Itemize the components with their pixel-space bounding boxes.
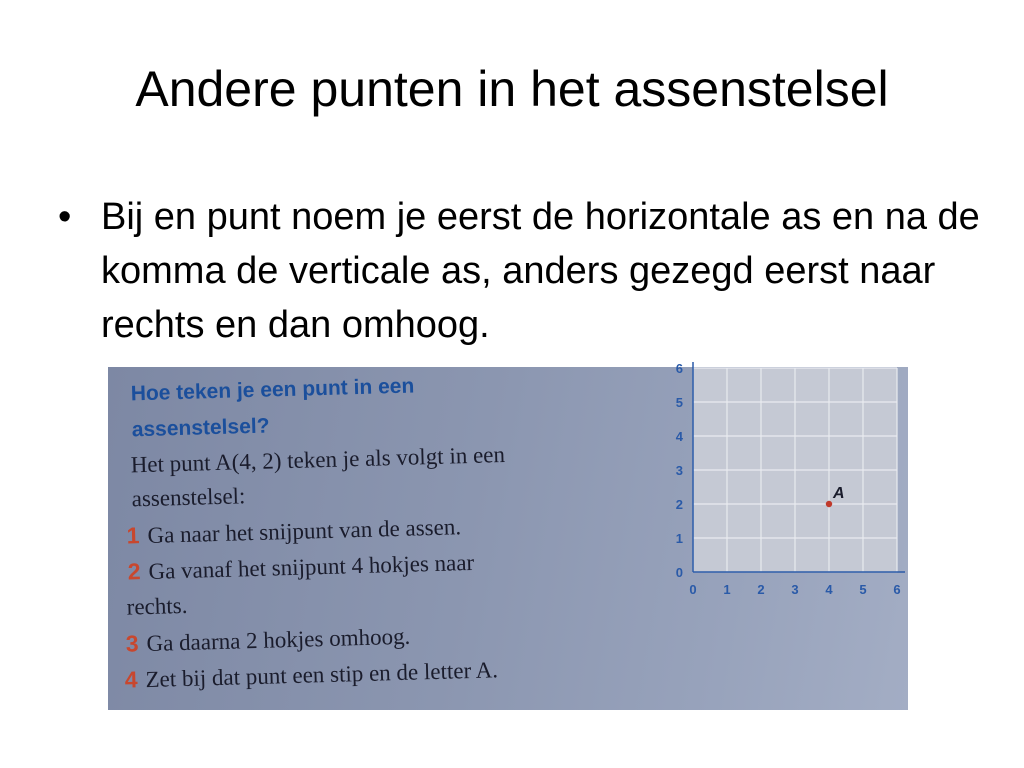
x-tick-label: 6 xyxy=(893,582,901,597)
y-tick-label: 1 xyxy=(675,531,683,546)
slide-title: Andere punten in het assenstelsel xyxy=(135,61,889,117)
y-tick-label: 5 xyxy=(675,395,683,410)
step-4 xyxy=(124,656,498,693)
y-tick-label: 2 xyxy=(675,497,683,512)
step-2-number: 2 xyxy=(127,558,141,585)
x-tick-label: 0 xyxy=(689,582,697,597)
step-4-number: 4 xyxy=(124,666,138,693)
x-tick-label: 2 xyxy=(757,582,765,597)
step-3-text: Ga daarna 2 hokjes omhoog. xyxy=(146,623,411,657)
bullet-text: Bij en punt noem je eerst de horizontale as en na de komma de verticale as, anders gezegd eerst naar rechts en dan omhoog. xyxy=(101,196,980,346)
step-1-text: Ga naar het snijpunt van de assen. xyxy=(147,514,462,548)
step-2-text: Ga vanaf het snijpunt 4 hokjes naar xyxy=(148,549,475,584)
x-tick-label: 3 xyxy=(791,582,799,597)
textbook-photo xyxy=(108,361,908,710)
y-tick-label: 0 xyxy=(675,565,683,580)
x-tick-label: 5 xyxy=(859,582,867,597)
step-1 xyxy=(126,513,461,549)
x-tick-label: 1 xyxy=(723,582,731,597)
step-2-continuation: rechts. xyxy=(126,592,188,620)
step-2 xyxy=(127,549,474,586)
step-4-text: Zet bij dat punt een stip en de letter A. xyxy=(145,657,499,693)
coordinate-grid xyxy=(668,361,908,610)
intro-line1: Het punt A(4, 2) teken je als volgt in een xyxy=(130,441,506,478)
y-tick-label: 6 xyxy=(675,361,683,376)
point-a-dot xyxy=(826,501,832,507)
x-tick-label: 4 xyxy=(825,582,833,597)
y-tick-label: 3 xyxy=(675,463,683,478)
intro-line2: assenstelsel: xyxy=(131,483,246,512)
step-3 xyxy=(125,623,410,658)
bullet-list xyxy=(58,190,988,352)
box-heading-line1: Hoe teken je een punt in een xyxy=(130,374,415,406)
bullet-item xyxy=(58,190,988,352)
step-1-number: 1 xyxy=(126,522,140,549)
box-heading-line2: assenstelsel? xyxy=(131,414,270,442)
textbook-text xyxy=(108,351,677,710)
y-tick-label: 4 xyxy=(675,429,683,444)
step-3-number: 3 xyxy=(125,630,139,657)
point-a-label: A xyxy=(833,485,845,502)
bullet-marker: • xyxy=(58,196,72,238)
